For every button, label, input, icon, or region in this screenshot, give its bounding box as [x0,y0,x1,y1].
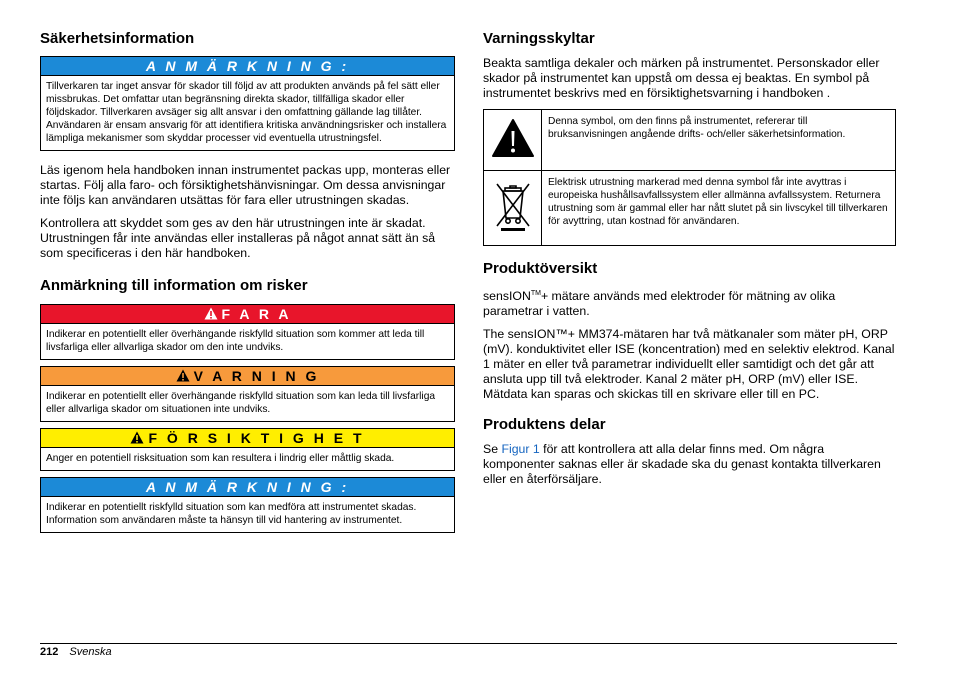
notice-text-1: Tillverkaren tar inget ansvar för skador till följd av att produkten används på fel sätt eller missbrukas. Det omfattar utan begränsning direkta skador, tillfälliga skador eller följdskador. Tillverkaren avsäger sig allt ansvar i den omfattning gällande lag tillåter. Användaren är ensam ansvarig för att identifiera kritiska användningsrisker och installera lämpliga mekanismer som skyddar processer vid eventuella utrustningsfel. [46,81,447,144]
paragraph-read-manual: Läs igenom hela handboken innan instrumentet packas upp, monteras eller startas. Följ alla faro- och försiktighetshänvisningar. Om dessa anvisningar inte följs kan användaren utsättas för fara eller utrustningen skadas. [40,163,451,207]
danger-label: F A R A [221,306,292,322]
warning-label: V A R N I N G [193,368,320,384]
notice-box-1 [40,56,455,151]
warning-triangle-icon [176,369,190,382]
table-row [484,171,896,246]
notice-box-2 [40,477,455,533]
warning-triangle-icon [130,431,144,444]
notice-label-2: A N M Ä R K N I N G : [41,478,454,497]
warning-triangle-icon [491,118,535,158]
danger-text: Indikerar en potentiellt eller överhängande riskfylld situation som kommer att leda till livsfarliga eller allvarliga skador om den inte undviks. [46,329,425,353]
paragraph-protection: Kontrollera att skyddet som ges av den här utrustningen inte är skadat. Utrustningen får inte användas eller installeras på något annat sätt än så som specificeras i den här handboken. [40,216,436,260]
product-name: sensION [483,289,531,304]
warning-triangle-icon [204,307,218,320]
parts-text-a: Se [483,442,502,457]
symbol-description-1: Denna symbol, om den finns på instrumentet, refererar till bruksanvisningen angående drifts- och/eller säkerhetsinformation. [542,110,896,171]
labels-paragraph: Beakta samtliga dekaler och märken på instrumentet. Personskador eller skador på instrumentet kan uppstå om dessa ej beaktas. En symbol på instrumentet beskrivs med en försiktighetsvarning i handboken . [483,56,880,100]
overview-heading: Produktöversikt [483,260,598,277]
parts-paragraph [483,442,897,487]
labels-heading: Varningsskyltar [483,30,595,47]
overview-text-1: + mätare används med elektroder för mätning av olika parametrar i vatten. [483,289,836,319]
notice-text-2: Indikerar en potentiellt riskfylld situation som kan medföra att instrumentet skadas. Information som användaren måste ta hänsyn till vid hantering av instrumentet. [46,502,417,526]
symbol-description-2: Elektrisk utrustning markerad med denna symbol får inte avyttras i europeiska hushållsavfallssystem eller allmänna avfallssystem. Returnera utrustning som är gammal eller har nått slutet på sin livscykel till tillverkaren för avyttring, utan kostnad för användaren. [542,171,896,246]
danger-header [41,305,454,324]
notice-label-1: A N M Ä R K N I N G : [41,57,454,76]
right-column [483,30,897,495]
page-footer [40,643,897,658]
figure-1-link[interactable]: Figur 1 [501,442,540,457]
parts-text-b: för att kontrollera att alla delar finns med. Om några komponenter saknas eller är skadade ska du genast kontakta tillverkaren eller en återförsäljare. [483,442,881,487]
symbol-cell [484,110,542,171]
overview-paragraph-2: The sensION™+ MM374-mätaren har två mätkanaler som mäter pH, ORP (mV). konduktivitet eller ISE (koncentration) med en selektiv elektrod. Kanal 1 mäter en eller två parametrar individuellt eller samtidigt och det går att ansluta upp till två elektroder. Kanal 2 mäter pH, ORP (mV) eller ISE. Mätdata kan sparas och skickas till en skrivare eller till en PC. [483,327,895,402]
weee-bin-icon [493,178,533,234]
caution-text: Anger en potentiell risksituation som kan resultera i lindrig eller måttlig skada. [46,453,395,464]
caution-box [40,428,455,471]
parts-heading: Produktens delar [483,416,606,434]
left-column [40,30,455,537]
footer-language: Svenska [69,646,112,658]
warning-header [41,367,454,386]
symbol-table [483,109,896,246]
caution-label: F Ö R S I K T I G H E T [148,430,365,446]
warning-box [40,366,455,422]
trademark-mark: TM [530,290,541,297]
danger-box [40,304,455,360]
symbol-cell [484,171,542,246]
overview-paragraph-1 [483,286,897,319]
hazard-heading: Anmärkning till information om risker [40,277,308,294]
page-number: 212 [40,646,59,658]
safety-heading: Säkerhetsinformation [40,30,195,47]
warning-text: Indikerar en potentiellt eller överhängande riskfylld situation som kan leda till livsfarliga eller allvarliga skador om situationen inte undviks. [46,391,436,415]
table-row [484,110,896,171]
caution-header [41,429,454,448]
